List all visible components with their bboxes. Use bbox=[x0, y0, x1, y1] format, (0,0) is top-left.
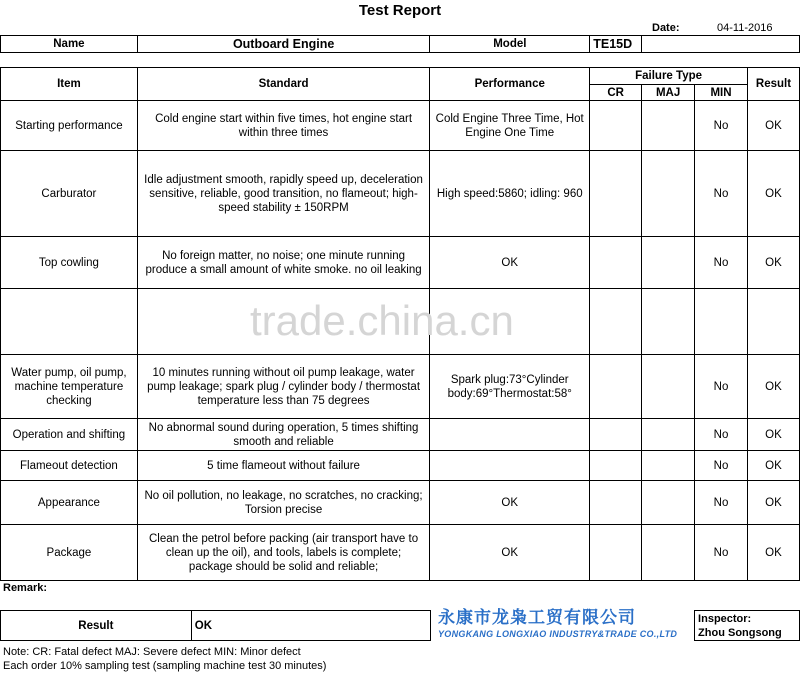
cell-standard: No oil pollution, no leakage, no scratches, no cracking; Torsion precise bbox=[137, 481, 429, 525]
date-label: Date: bbox=[652, 22, 680, 34]
cell-min: No bbox=[695, 451, 748, 481]
company-name-en: YONGKANG LONGXIAO INDUSTRY&TRADE CO.,LTD bbox=[438, 629, 678, 639]
cell-item: Appearance bbox=[1, 481, 138, 525]
result-value: OK bbox=[191, 611, 431, 641]
header-maj: MAJ bbox=[642, 85, 695, 101]
remark-label: Remark: bbox=[3, 582, 48, 594]
cell-performance: Spark plug:73°Cylinder body:69°Thermostat:58° bbox=[430, 355, 590, 419]
cell-cr bbox=[590, 101, 642, 151]
cell-cr bbox=[590, 451, 642, 481]
name-label: Name bbox=[1, 36, 138, 53]
cell-item: Operation and shifting bbox=[1, 419, 138, 451]
cell-standard: Idle adjustment smooth, rapidly speed up, deceleration sensitive, reliable, good transition, no flameout; high-speed stability ± 150RPM bbox=[137, 151, 429, 237]
cell-cr bbox=[590, 237, 642, 289]
cell-min: No bbox=[695, 237, 748, 289]
cell-maj bbox=[642, 419, 695, 451]
cell-item: Flameout detection bbox=[1, 451, 138, 481]
cell-maj bbox=[642, 101, 695, 151]
cell-result: OK bbox=[747, 101, 799, 151]
table-row bbox=[1, 525, 800, 581]
cell-performance: OK bbox=[430, 525, 590, 581]
cell-performance: High speed:5860; idling: 960 bbox=[430, 151, 590, 237]
cell-standard: No abnormal sound during operation, 5 times shifting smooth and reliable bbox=[137, 419, 429, 451]
model-value: TE15D bbox=[590, 36, 642, 53]
cell-performance bbox=[430, 419, 590, 451]
cell-min: No bbox=[695, 419, 748, 451]
cell-item: Starting performance bbox=[1, 101, 138, 151]
cell-performance: OK bbox=[430, 481, 590, 525]
model-label: Model bbox=[430, 36, 590, 53]
table-row bbox=[1, 151, 800, 237]
header-standard: Standard bbox=[137, 68, 429, 101]
inspector-label: Inspector: bbox=[698, 612, 752, 625]
cell-result: OK bbox=[747, 419, 799, 451]
cell-result: OK bbox=[747, 151, 799, 237]
cell-item: Package bbox=[1, 525, 138, 581]
cell-min: No bbox=[695, 101, 748, 151]
cell-result: OK bbox=[747, 481, 799, 525]
header-cr: CR bbox=[590, 85, 642, 101]
cell-item: Carburator bbox=[1, 151, 138, 237]
cell-standard: Cold engine start within five times, hot engine start within three times bbox=[137, 101, 429, 151]
cell-cr bbox=[590, 481, 642, 525]
cell-maj bbox=[642, 481, 695, 525]
cell-maj bbox=[642, 289, 695, 355]
cell-standard: 5 time flameout without failure bbox=[137, 451, 429, 481]
cell-item: Top cowling bbox=[1, 237, 138, 289]
cell-result bbox=[747, 289, 799, 355]
inspector-name: Zhou Songsong bbox=[698, 626, 782, 639]
cell-cr bbox=[590, 289, 642, 355]
cell-result: OK bbox=[747, 237, 799, 289]
cell-item bbox=[1, 289, 138, 355]
cell-result: OK bbox=[747, 355, 799, 419]
cell-min: No bbox=[695, 481, 748, 525]
cell-maj bbox=[642, 355, 695, 419]
cell-maj bbox=[642, 525, 695, 581]
cell-cr bbox=[590, 355, 642, 419]
note-line-2: Each order 10% sampling test (sampling machine test 30 minutes) bbox=[3, 660, 327, 672]
cell-cr bbox=[590, 419, 642, 451]
result-label: Result bbox=[1, 611, 192, 641]
cell-min: No bbox=[695, 151, 748, 237]
cell-maj bbox=[642, 237, 695, 289]
header-failure-type: Failure Type bbox=[590, 68, 748, 85]
info-empty-cell bbox=[642, 36, 800, 53]
cell-standard: No foreign matter, no noise; one minute running produce a small amount of white smoke. no oil leaking bbox=[137, 237, 429, 289]
cell-standard: 10 minutes running without oil pump leakage, water pump leakage; spark plug / cylinder body / thermostat temperature less than 75 degrees bbox=[137, 355, 429, 419]
cell-min: No bbox=[695, 355, 748, 419]
cell-min: No bbox=[695, 525, 748, 581]
cell-min bbox=[695, 289, 748, 355]
name-value: Outboard Engine bbox=[137, 36, 430, 53]
table-row bbox=[1, 419, 800, 451]
cell-cr bbox=[590, 151, 642, 237]
inspector-cell bbox=[695, 611, 800, 641]
table-row bbox=[1, 101, 800, 151]
cell-item: Water pump, oil pump, machine temperature checking bbox=[1, 355, 138, 419]
table-row bbox=[1, 237, 800, 289]
table-row bbox=[1, 355, 800, 419]
report-title: Test Report bbox=[358, 2, 442, 19]
note-line-1: Note: CR: Fatal defect MAJ: Severe defect MIN: Minor defect bbox=[3, 646, 301, 658]
company-logo bbox=[438, 603, 694, 639]
table-row bbox=[1, 481, 800, 525]
cell-performance: OK bbox=[430, 237, 590, 289]
watermark: trade.china.cn bbox=[250, 297, 514, 344]
info-table bbox=[0, 35, 800, 53]
date-value: 04-11-2016 bbox=[717, 22, 773, 34]
cell-performance bbox=[430, 451, 590, 481]
cell-maj bbox=[642, 151, 695, 237]
cell-performance: Cold Engine Three Time, Hot Engine One Time bbox=[430, 101, 590, 151]
cell-standard: Clean the petrol before packing (air transport have to clean up the oil), and tools, labels is complete; package should be solid and reliable; bbox=[137, 525, 429, 581]
header-min: MIN bbox=[695, 85, 748, 101]
header-result: Result bbox=[747, 68, 799, 101]
header-performance: Performance bbox=[430, 68, 590, 101]
company-name-cn: 永康市龙枭工贸有限公司 bbox=[438, 608, 636, 628]
cell-result: OK bbox=[747, 451, 799, 481]
cell-cr bbox=[590, 525, 642, 581]
header-item: Item bbox=[1, 68, 138, 101]
table-row bbox=[1, 451, 800, 481]
cell-result: OK bbox=[747, 525, 799, 581]
cell-maj bbox=[642, 451, 695, 481]
